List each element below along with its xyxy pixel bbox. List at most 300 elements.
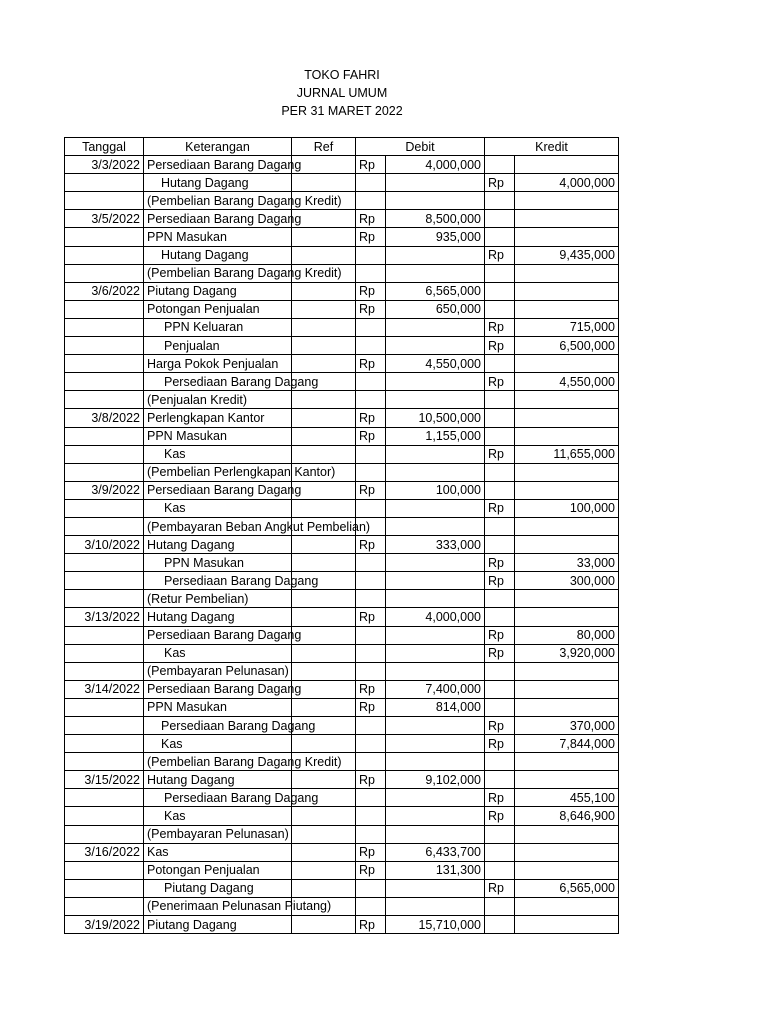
entry-date [65,825,144,843]
debit-amount [386,735,485,753]
debit-currency [356,644,386,662]
entry-description-text: Hutang Dagang [147,537,235,552]
entry-date: 3/10/2022 [65,536,144,554]
entry-ref [292,391,356,409]
entry-description-text: (Pembelian Barang Dagang Kredit) [147,266,342,281]
journal-row [65,916,619,934]
entry-description-text: (Pembayaran Beban Angkut Pembelian) [147,519,371,534]
entry-ref [292,300,356,318]
journal-row [65,680,619,698]
entry-date: 3/13/2022 [65,608,144,626]
entry-description-text: Hutang Dagang [161,175,249,190]
debit-currency [356,897,386,915]
entry-date [65,174,144,192]
entry-description [144,192,342,210]
debit-currency: Rp [356,481,386,499]
entry-description [144,156,302,174]
entry-description [144,753,342,771]
entry-description-text: PPN Masukan [147,230,227,245]
entry-description [144,210,302,228]
credit-amount [515,698,619,716]
entry-date [65,192,144,210]
entry-description-text: Persediaan Barang Dagang [164,573,319,588]
credit-currency: Rp [485,174,515,192]
column-header-description: Keterangan [144,138,292,156]
document-title: JURNAL UMUM [296,86,388,100]
entry-date [65,246,144,264]
debit-currency: Rp [356,282,386,300]
debit-currency [356,572,386,590]
entry-date [65,337,144,355]
journal-row [65,156,619,174]
entry-description [144,554,292,572]
entry-description [144,662,292,680]
journal-row [65,572,619,590]
entry-ref [292,554,356,572]
debit-currency [356,735,386,753]
debit-amount: 9,102,000 [386,771,485,789]
credit-amount [515,481,619,499]
entry-date [65,463,144,481]
credit-amount: 370,000 [515,717,619,735]
entry-description [144,572,319,590]
journal-table [64,137,619,934]
debit-currency [356,246,386,264]
credit-currency: Rp [485,318,515,336]
debit-currency [356,879,386,897]
journal-row [65,318,619,336]
journal-row [65,282,619,300]
entry-date [65,318,144,336]
entry-description-text: Kas [164,501,186,516]
debit-amount [386,626,485,644]
journal-row [65,753,619,771]
entry-description-text: (Pembelian Barang Dagang Kredit) [147,754,342,769]
entry-ref [292,427,356,445]
credit-amount [515,300,619,318]
debit-currency: Rp [356,680,386,698]
entry-description-text: Persediaan Barang Dagang [147,483,302,498]
debit-amount [386,337,485,355]
debit-currency [356,264,386,282]
entry-description-text: Piutang Dagang [164,881,254,896]
credit-amount [515,843,619,861]
credit-currency [485,300,515,318]
credit-currency [485,861,515,879]
entry-description-text: Hutang Dagang [147,772,235,787]
debit-amount [386,499,485,517]
entry-description-text: Persediaan Barang Dagang [147,682,302,697]
debit-currency [356,753,386,771]
credit-currency [485,409,515,427]
credit-amount: 8,646,900 [515,807,619,825]
credit-amount [515,825,619,843]
credit-currency: Rp [485,499,515,517]
credit-amount: 7,844,000 [515,735,619,753]
entry-date [65,445,144,463]
credit-currency [485,391,515,409]
credit-amount [515,517,619,535]
entry-description [144,717,316,735]
credit-amount [515,608,619,626]
debit-amount [386,246,485,264]
entry-description-text: PPN Keluaran [164,320,244,335]
entry-description-text: Kas [164,447,186,462]
credit-amount: 11,655,000 [515,445,619,463]
entry-ref [292,355,356,373]
debit-amount [386,463,485,481]
entry-description-text: Piutang Dagang [147,284,237,299]
credit-currency [485,481,515,499]
entry-description-text: Potongan Penjualan [147,863,260,878]
journal-row [65,861,619,879]
entry-description [144,264,342,282]
entry-ref [292,680,356,698]
credit-amount: 80,000 [515,626,619,644]
entry-description [144,916,292,934]
credit-currency [485,843,515,861]
entry-ref [292,174,356,192]
entry-date [65,391,144,409]
journal-row [65,626,619,644]
credit-currency [485,608,515,626]
debit-currency [356,807,386,825]
entry-description-text: Kas [164,646,186,661]
credit-currency [485,192,515,210]
entry-description [144,391,292,409]
entry-description-text: Hutang Dagang [161,248,249,263]
entry-description [144,174,292,192]
entry-date [65,626,144,644]
entry-date: 3/14/2022 [65,680,144,698]
journal-row [65,554,619,572]
entry-description-text: Potongan Penjualan [147,302,260,317]
entry-description [144,626,302,644]
entry-description [144,843,292,861]
debit-amount [386,391,485,409]
credit-amount: 9,435,000 [515,246,619,264]
entry-description [144,735,292,753]
entry-description-text: (Penjualan Kredit) [147,392,248,407]
entry-ref [292,626,356,644]
debit-amount [386,662,485,680]
entry-date: 3/8/2022 [65,409,144,427]
debit-amount: 333,000 [386,536,485,554]
credit-currency [485,156,515,174]
credit-currency: Rp [485,626,515,644]
entry-description-text: Penjualan [164,338,220,353]
credit-amount [515,264,619,282]
entry-ref [292,662,356,680]
credit-currency [485,662,515,680]
journal-row [65,789,619,807]
debit-currency: Rp [356,608,386,626]
entry-description-text: Persediaan Barang Dagang [161,718,316,733]
entry-ref [292,825,356,843]
entry-date [65,735,144,753]
debit-currency: Rp [356,698,386,716]
journal-row [65,409,619,427]
entry-ref [292,771,356,789]
credit-currency: Rp [485,572,515,590]
entry-date [65,300,144,318]
credit-amount [515,427,619,445]
entry-description-text: (Penerimaan Pelunasan Piutang) [147,899,332,914]
debit-amount [386,192,485,210]
credit-amount: 6,500,000 [515,337,619,355]
entry-description-text: (Pembayaran Pelunasan) [147,664,289,679]
entry-description-text: Persediaan Barang Dagang [147,157,302,172]
entry-date [65,717,144,735]
column-header-credit: Kredit [485,138,619,156]
debit-currency: Rp [356,156,386,174]
entry-description [144,445,292,463]
credit-currency [485,590,515,608]
entry-ref [292,698,356,716]
debit-amount: 7,400,000 [386,680,485,698]
credit-currency: Rp [485,807,515,825]
journal-row [65,590,619,608]
credit-amount [515,916,619,934]
journal-row [65,192,619,210]
credit-amount: 3,920,000 [515,644,619,662]
entry-date: 3/15/2022 [65,771,144,789]
entry-description-text: Perlengkapan Kantor [147,410,265,425]
debit-amount [386,644,485,662]
journal-row [65,717,619,735]
entry-description [144,698,292,716]
credit-amount: 300,000 [515,572,619,590]
entry-date [65,373,144,391]
credit-currency [485,536,515,554]
entry-description-text: PPN Masukan [147,429,227,444]
debit-amount [386,753,485,771]
debit-amount: 100,000 [386,481,485,499]
credit-currency [485,463,515,481]
credit-amount [515,897,619,915]
entry-ref [292,282,356,300]
credit-amount [515,753,619,771]
credit-currency [485,228,515,246]
entry-description [144,246,292,264]
debit-amount [386,807,485,825]
credit-currency [485,210,515,228]
journal-row [65,174,619,192]
entry-description-text: PPN Masukan [147,700,227,715]
debit-currency: Rp [356,843,386,861]
credit-amount: 455,100 [515,789,619,807]
entry-ref [292,337,356,355]
debit-amount [386,174,485,192]
journal-row [65,246,619,264]
debit-currency [356,590,386,608]
debit-currency [356,192,386,210]
entry-date: 3/6/2022 [65,282,144,300]
debit-currency [356,318,386,336]
entry-description-text: (Pembayaran Pelunasan) [147,827,289,842]
debit-amount [386,717,485,735]
entry-description [144,771,292,789]
entry-description [144,807,292,825]
entry-ref [292,843,356,861]
journal-row [65,897,619,915]
debit-amount: 6,565,000 [386,282,485,300]
entry-ref [292,156,356,174]
credit-amount [515,861,619,879]
entry-date [65,427,144,445]
credit-currency [485,916,515,934]
debit-amount [386,825,485,843]
credit-currency: Rp [485,373,515,391]
debit-currency: Rp [356,771,386,789]
debit-amount [386,445,485,463]
entry-description [144,228,292,246]
journal-row [65,337,619,355]
credit-amount [515,192,619,210]
debit-currency [356,445,386,463]
journal-row [65,843,619,861]
debit-currency: Rp [356,916,386,934]
company-name: TOKO FAHRI [304,68,380,82]
journal-row [65,698,619,716]
credit-amount [515,228,619,246]
journal-row [65,771,619,789]
journal-row [65,445,619,463]
journal-row [65,499,619,517]
debit-currency: Rp [356,427,386,445]
report-period: PER 31 MARET 2022 [281,104,403,118]
entry-ref [292,861,356,879]
entry-description [144,608,292,626]
entry-ref [292,536,356,554]
debit-amount [386,318,485,336]
journal-row [65,644,619,662]
entry-date [65,499,144,517]
entry-date [65,355,144,373]
debit-currency [356,825,386,843]
entry-description [144,337,292,355]
journal-row [65,807,619,825]
debit-currency [356,337,386,355]
credit-currency [485,517,515,535]
debit-currency: Rp [356,300,386,318]
entry-description-text: Kas [164,809,186,824]
entry-date: 3/16/2022 [65,843,144,861]
credit-amount [515,355,619,373]
credit-currency [485,680,515,698]
journal-row [65,427,619,445]
debit-amount [386,373,485,391]
entry-date: 3/5/2022 [65,210,144,228]
entry-description-text: Kas [161,736,183,751]
journal-row [65,825,619,843]
debit-currency [356,174,386,192]
credit-amount [515,771,619,789]
debit-amount [386,572,485,590]
column-header-date: Tanggal [65,138,144,156]
debit-currency: Rp [356,409,386,427]
credit-currency [485,897,515,915]
debit-amount: 935,000 [386,228,485,246]
entry-ref [292,210,356,228]
entry-date [65,861,144,879]
entry-description [144,680,302,698]
header-row [65,138,619,156]
entry-description [144,536,292,554]
entry-date [65,897,144,915]
debit-currency [356,391,386,409]
debit-amount: 10,500,000 [386,409,485,427]
report-header [0,66,684,120]
entry-date [65,879,144,897]
credit-currency [485,825,515,843]
entry-date [65,807,144,825]
entry-date [65,662,144,680]
debit-amount [386,517,485,535]
entry-ref [292,409,356,427]
entry-description-text: (Pembelian Perlengkapan Kantor) [147,465,336,480]
journal-row [65,264,619,282]
credit-amount [515,680,619,698]
credit-currency [485,698,515,716]
entry-description [144,481,302,499]
entry-date [65,789,144,807]
entry-ref [292,246,356,264]
entry-description [144,409,292,427]
credit-amount [515,463,619,481]
debit-amount: 1,155,000 [386,427,485,445]
debit-amount [386,897,485,915]
journal-row [65,481,619,499]
credit-amount: 4,000,000 [515,174,619,192]
credit-currency: Rp [485,735,515,753]
entry-description [144,300,292,318]
entry-ref [292,916,356,934]
debit-amount: 650,000 [386,300,485,318]
journal-row [65,355,619,373]
debit-amount [386,789,485,807]
entry-ref [292,499,356,517]
credit-currency: Rp [485,246,515,264]
debit-amount: 814,000 [386,698,485,716]
entry-description-text: Kas [147,845,169,860]
entry-date [65,228,144,246]
credit-currency: Rp [485,879,515,897]
entry-ref [292,644,356,662]
credit-currency: Rp [485,337,515,355]
entry-description [144,644,292,662]
entry-description-text: Piutang Dagang [147,917,237,932]
journal-row [65,373,619,391]
entry-description [144,318,292,336]
credit-currency: Rp [485,644,515,662]
entry-description [144,427,292,445]
debit-currency: Rp [356,861,386,879]
column-header-ref: Ref [292,138,356,156]
entry-ref [292,445,356,463]
entry-description-text: PPN Masukan [164,555,244,570]
journal-row [65,517,619,535]
debit-amount [386,590,485,608]
debit-currency [356,554,386,572]
entry-description-text: Persediaan Barang Dagang [147,628,302,643]
credit-amount: 100,000 [515,499,619,517]
entry-ref [292,807,356,825]
entry-description-text: (Pembelian Barang Dagang Kredit) [147,193,342,208]
credit-currency [485,282,515,300]
credit-amount [515,536,619,554]
entry-description [144,789,319,807]
